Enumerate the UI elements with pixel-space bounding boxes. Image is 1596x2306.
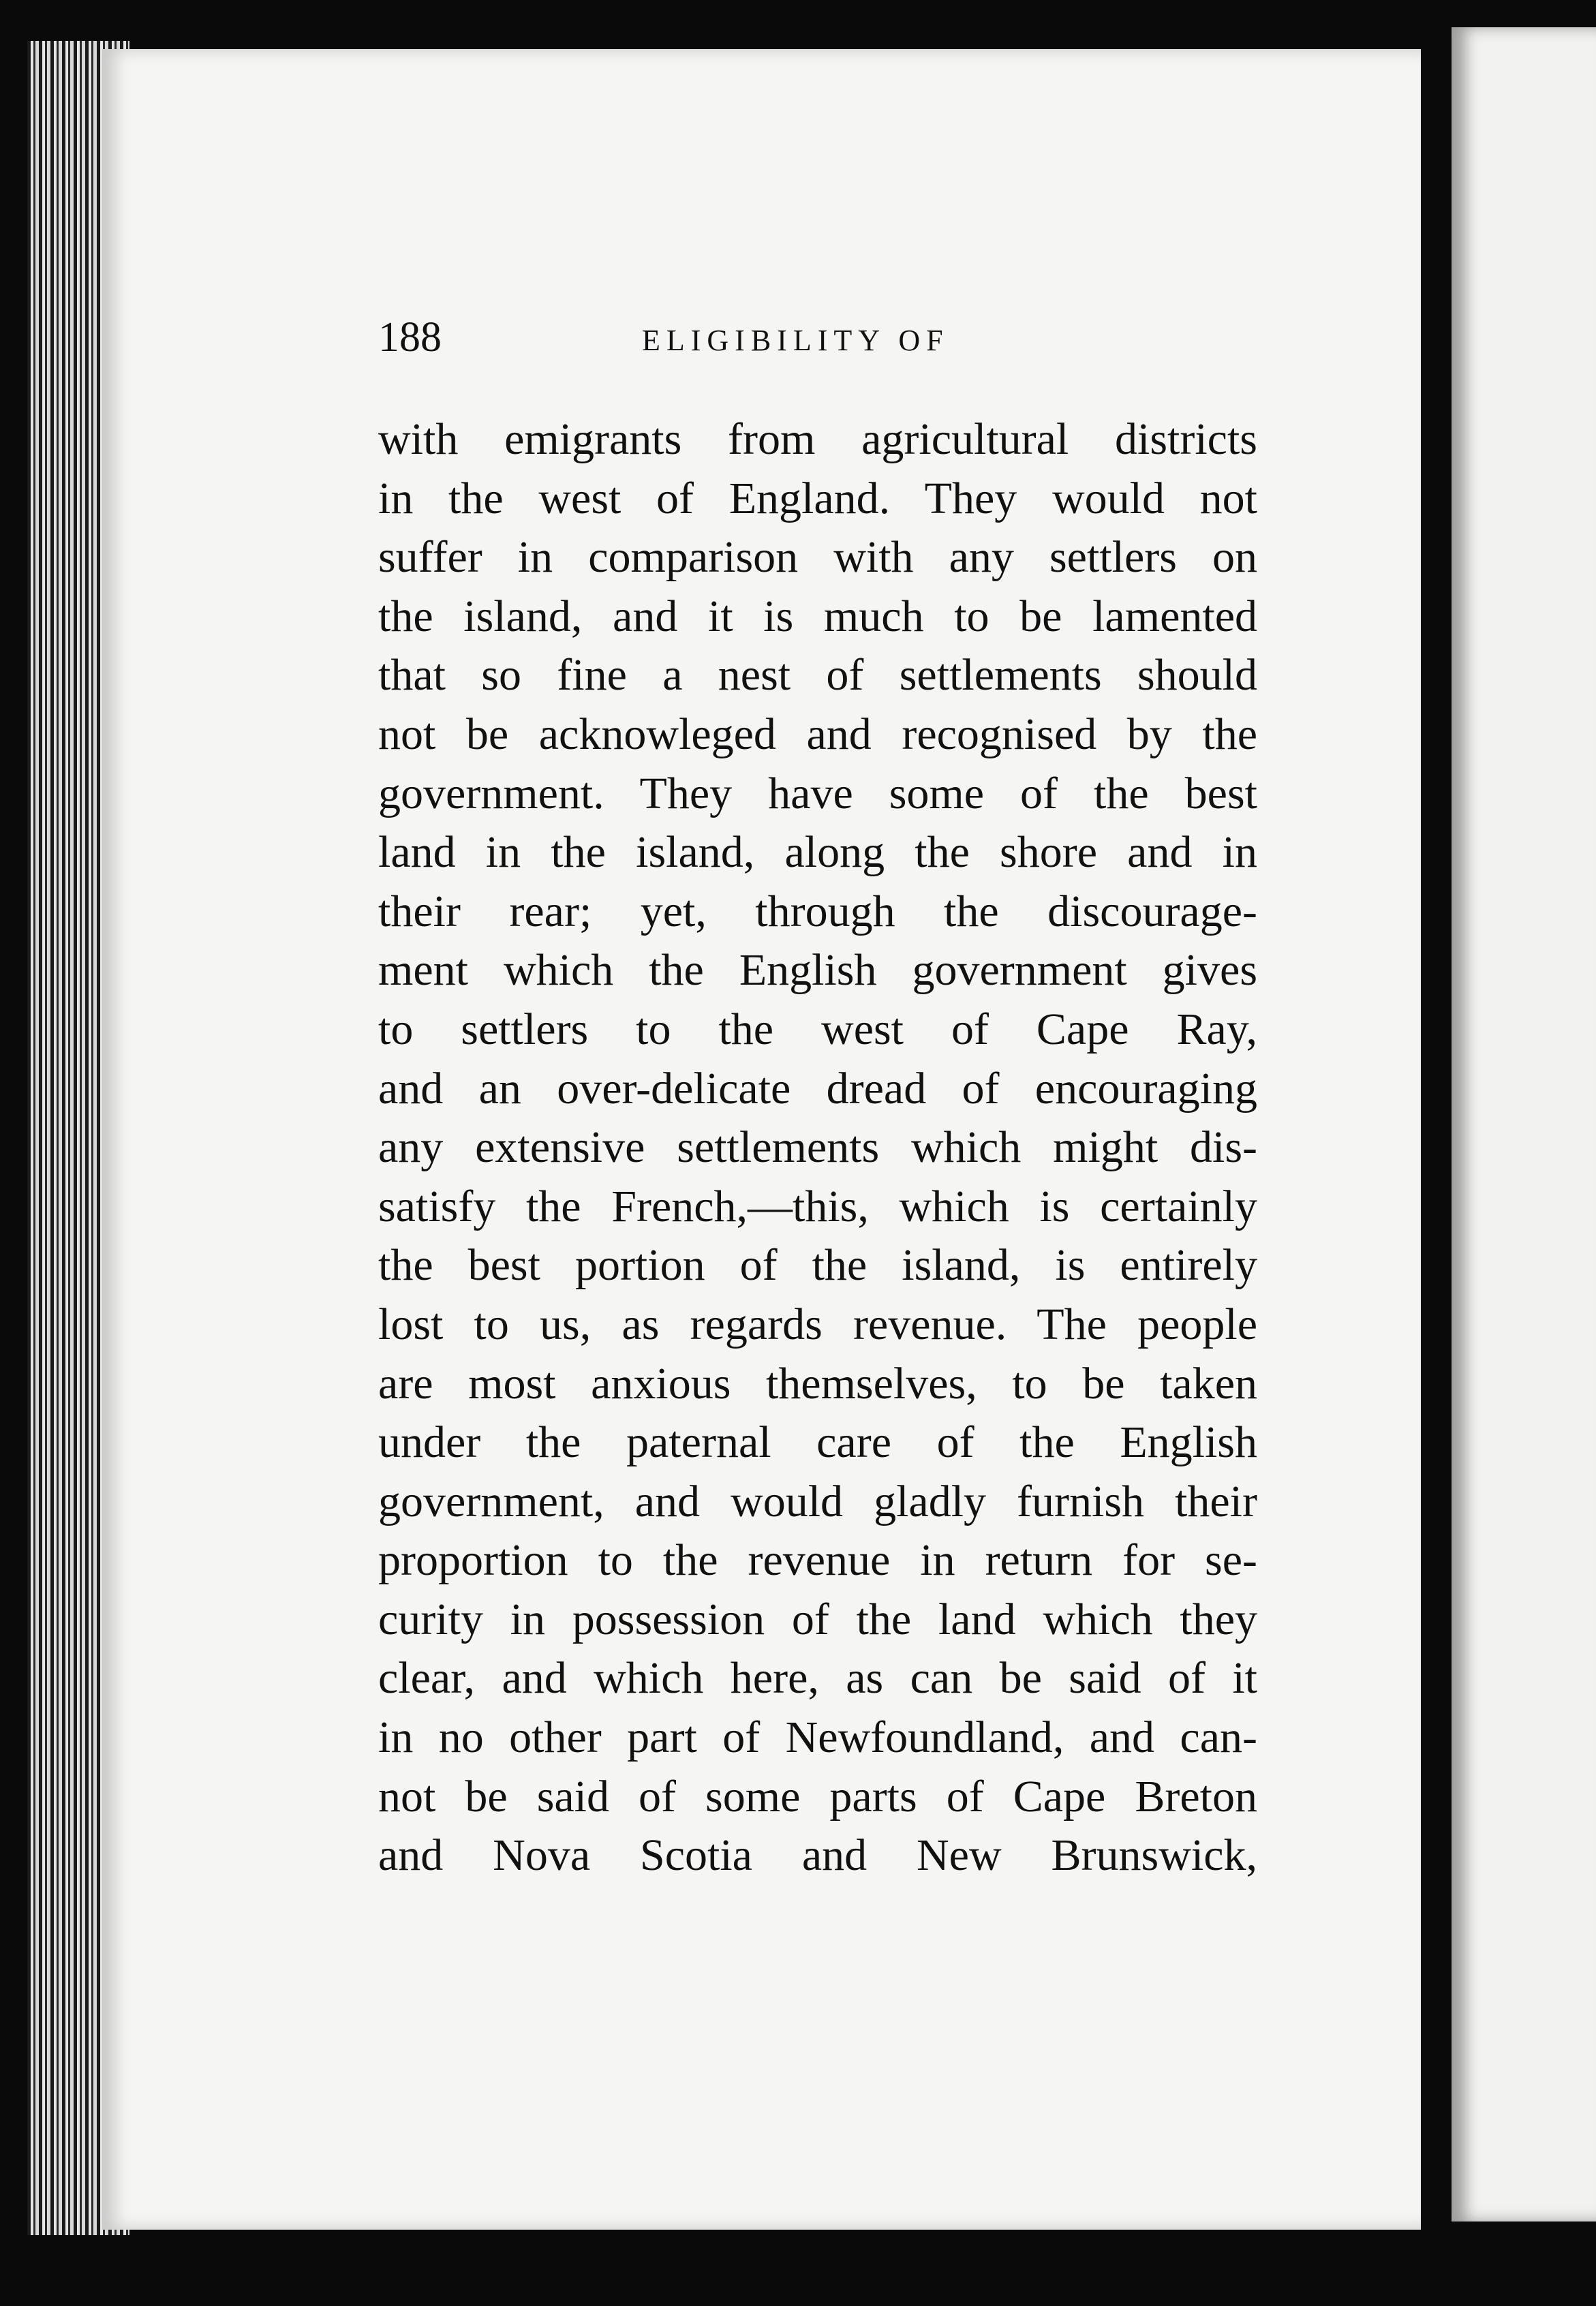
text-line: in the west of England. They would not [378, 473, 1257, 523]
text-line: with emigrants from agricultural districts [378, 414, 1257, 464]
text-line: any extensive settlements which might dis- [378, 1122, 1257, 1173]
text-line: government, and would gladly furnish their [378, 1476, 1257, 1526]
text-line: and an over-delicate dread of encouraging [378, 1063, 1257, 1113]
text-line: and Nova Scotia and New Brunswick, [378, 1830, 1257, 1881]
text-line: in no other part of Newfoundland, and can- [378, 1712, 1257, 1763]
text-line: clear, and which here, as can be said of it [378, 1653, 1257, 1704]
text-line: satisfy the French,—this, which is certainly [378, 1181, 1257, 1231]
text-line: not be said of some parts of Cape Breton [378, 1771, 1257, 1821]
text-line: the best portion of the island, is entirely [378, 1240, 1257, 1291]
running-head: ELIGIBILITY OF [642, 324, 949, 357]
text-line: that so fine a nest of settlements should [378, 650, 1257, 701]
page-header [378, 310, 1257, 365]
text-line: under the paternal care of the English [378, 1417, 1257, 1468]
text-line: government. They have some of the best [378, 768, 1257, 818]
text-line: their rear; yet, through the discourage- [378, 886, 1257, 936]
text-line: land in the island, along the shore and in [378, 827, 1257, 878]
text-line: the island, and it is much to be lamented [378, 591, 1257, 641]
text-line: not be acknowleged and recognised by the [378, 709, 1257, 759]
body-text [378, 410, 1257, 1886]
text-line: lost to us, as regards revenue. The people [378, 1299, 1257, 1349]
text-line: suffer in comparison with any settlers on [378, 532, 1257, 583]
text-line: ment which the English government gives [378, 945, 1257, 996]
text-line: curity in possession of the land which they [378, 1594, 1257, 1644]
text-line: are most anxious themselves, to be taken [378, 1358, 1257, 1409]
text-line: to settlers to the west of Cape Ray, [378, 1004, 1257, 1054]
page-number: 188 [378, 314, 442, 360]
text-line: proportion to the revenue in return for se- [378, 1535, 1257, 1586]
adjacent-page-edge [1452, 27, 1596, 2222]
